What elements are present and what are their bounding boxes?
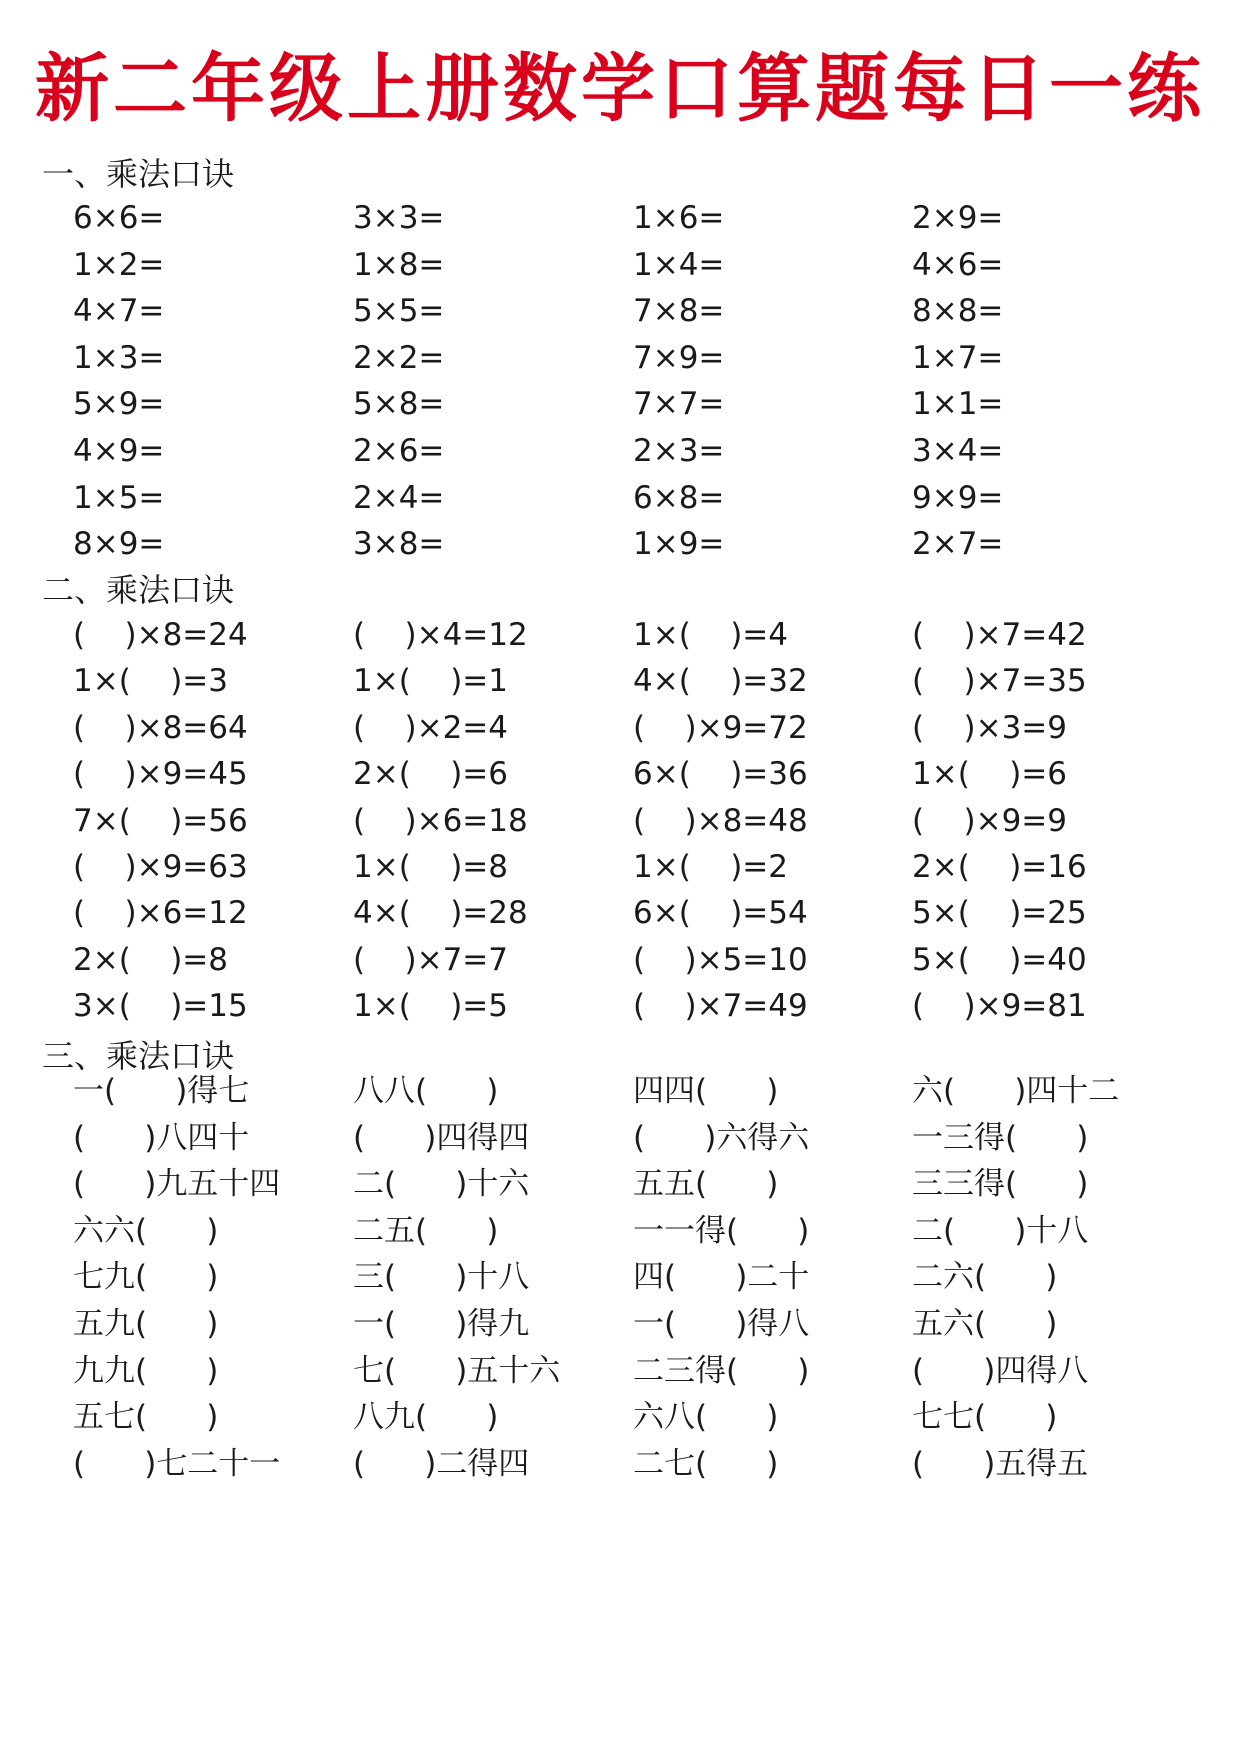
problem-item: 六八( ) — [633, 1399, 779, 1436]
problem-item: 九九( ) — [73, 1352, 219, 1389]
problem-item: 五九( ) — [73, 1306, 219, 1342]
problem-item: 四四( ) — [633, 1073, 779, 1109]
problem-item: 2×( )=8 — [73, 941, 228, 978]
problem-item: 4×( )=32 — [633, 663, 808, 700]
problem-item: 6×( )=36 — [633, 756, 808, 793]
problem-item: 三三得( ) — [912, 1166, 1089, 1203]
problem-item: 1×6= — [633, 200, 725, 236]
problem-item: 1×9= — [633, 526, 725, 563]
problem-item: ( )×9=63 — [73, 849, 248, 885]
problem-item: 1×5= — [73, 479, 165, 516]
problem-item: ( )×8=64 — [73, 709, 248, 746]
problem-item: 3×4= — [912, 433, 1004, 469]
problem-item: ( )×8=48 — [633, 802, 808, 839]
problem-item: 一三得( ) — [912, 1119, 1089, 1156]
problem-row — [0, 246, 1240, 302]
problem-item: ( )×7=35 — [912, 663, 1087, 700]
problem-item: 3×8= — [353, 526, 445, 563]
problem-item: 2×7= — [912, 526, 1004, 563]
problem-item: 五七( ) — [73, 1399, 219, 1436]
problem-row — [0, 988, 1240, 1043]
problem-item: 五六( ) — [912, 1306, 1058, 1342]
problem-item: 5×8= — [353, 386, 445, 423]
problem-item: 六六( ) — [73, 1212, 219, 1249]
problem-item: 一( )得九 — [353, 1306, 530, 1342]
section-heading: 三、乘法口诀 — [42, 1037, 235, 1075]
problem-item: ( )五得五 — [912, 1445, 1089, 1482]
problem-item: ( )八四十 — [73, 1119, 250, 1156]
problem-item: 1×( )=5 — [353, 988, 508, 1025]
problem-item: ( )×9=9 — [912, 802, 1067, 839]
problem-item: ( )九五十四 — [73, 1166, 281, 1203]
problem-item: 七九( ) — [73, 1259, 219, 1296]
problem-row — [0, 293, 1240, 348]
problem-item: 6×8= — [633, 479, 725, 516]
problem-item: 三( )十八 — [353, 1259, 530, 1296]
problem-item: 1×( )=6 — [912, 756, 1067, 793]
problem-row — [0, 433, 1240, 488]
problem-item: ( )×9=81 — [912, 988, 1087, 1025]
problem-item: 1×2= — [73, 246, 165, 283]
problem-item: 6×6= — [73, 200, 165, 236]
problem-item: 一一得( ) — [633, 1212, 810, 1249]
problem-item: ( )×9=45 — [73, 756, 248, 793]
problem-item: 7×7= — [633, 386, 725, 423]
problem-item: 1×( )=2 — [633, 849, 788, 885]
problem-item: 9×9= — [912, 479, 1004, 516]
problem-item: 二七( ) — [633, 1445, 779, 1482]
problem-item: 4×( )=28 — [353, 895, 528, 932]
problem-item: 1×3= — [73, 339, 165, 376]
problem-row — [0, 386, 1240, 441]
problem-item: ( )七二十一 — [73, 1445, 281, 1482]
problem-item: 四( )二十 — [633, 1259, 810, 1296]
problem-item: ( )六得六 — [633, 1119, 810, 1156]
problem-item: 6×( )=54 — [633, 895, 808, 932]
problem-item: 5×( )=25 — [912, 895, 1087, 932]
problem-item: 一( )得八 — [633, 1306, 810, 1342]
problem-item: ( )×4=12 — [353, 617, 528, 653]
problem-item: 8×8= — [912, 293, 1004, 330]
problem-item: 3×( )=15 — [73, 988, 248, 1025]
problem-item: 1×4= — [633, 246, 725, 283]
section-heading: 一、乘法口诀 — [42, 155, 235, 193]
problem-item: 2×2= — [353, 339, 445, 376]
problem-item: 2×9= — [912, 200, 1004, 236]
problem-item: ( )×7=49 — [633, 988, 808, 1025]
problem-item: 4×7= — [73, 293, 165, 330]
problem-item: 二( )十六 — [353, 1166, 530, 1203]
problem-item: 1×( )=4 — [633, 617, 788, 653]
problem-item: 2×3= — [633, 433, 725, 469]
problem-row — [0, 200, 1240, 255]
problem-item: 二六( ) — [912, 1259, 1058, 1296]
problem-item: ( )×6=18 — [353, 802, 528, 839]
problem-item: 7×8= — [633, 293, 725, 330]
problem-item: ( )×6=12 — [73, 895, 248, 932]
problem-item: 七( )五十六 — [353, 1352, 561, 1389]
problem-item: 1×( )=8 — [353, 849, 508, 885]
problem-item: 2×4= — [353, 479, 445, 516]
problem-item: 七七( ) — [912, 1399, 1058, 1436]
problem-item: ( )×8=24 — [73, 617, 248, 653]
problem-item: 5×5= — [353, 293, 445, 330]
problem-row — [0, 339, 1240, 395]
problem-item: 八八( ) — [353, 1073, 499, 1109]
problem-item: 4×6= — [912, 246, 1004, 283]
problem-item: 7×( )=56 — [73, 802, 248, 839]
problem-item: ( )四得八 — [912, 1352, 1089, 1389]
problem-item: 二三得( ) — [633, 1352, 810, 1389]
section-heading: 二、乘法口诀 — [42, 571, 235, 609]
problem-item: 7×9= — [633, 339, 725, 376]
problem-item: 六( )四十二 — [912, 1073, 1120, 1109]
problem-item: ( )×2=4 — [353, 709, 508, 746]
problem-item: 1×( )=3 — [73, 663, 228, 700]
problem-item: 3×3= — [353, 200, 445, 236]
problem-item: 5×9= — [73, 386, 165, 423]
problem-row — [0, 479, 1240, 535]
problem-item: 一( )得七 — [73, 1073, 250, 1109]
problem-item: 二五( ) — [353, 1212, 499, 1249]
problem-item: 4×9= — [73, 433, 165, 469]
problem-item: 1×8= — [353, 246, 445, 283]
problem-item: 8×9= — [73, 526, 165, 563]
problem-item: 1×( )=1 — [353, 663, 508, 700]
problem-item: 1×1= — [912, 386, 1004, 423]
problem-item: 2×6= — [353, 433, 445, 469]
problem-item: 5×( )=40 — [912, 941, 1087, 978]
problem-item: ( )×3=9 — [912, 709, 1067, 746]
page-title: 新二年级上册数学口算题每日一练 — [35, 46, 1205, 132]
problem-item: 2×( )=16 — [912, 849, 1087, 885]
problem-item: ( )二得四 — [353, 1445, 530, 1482]
problem-row — [0, 1445, 1240, 1501]
problem-item: 2×( )=6 — [353, 756, 508, 793]
problem-item: ( )×7=7 — [353, 941, 508, 978]
problem-item: ( )×9=72 — [633, 709, 808, 746]
problem-item: 二( )十八 — [912, 1212, 1089, 1249]
problem-item: ( )×7=42 — [912, 617, 1087, 653]
problem-item: 五五( ) — [633, 1166, 779, 1203]
problem-item: ( )四得四 — [353, 1119, 530, 1156]
problem-item: 八九( ) — [353, 1399, 499, 1436]
problem-item: ( )×5=10 — [633, 941, 808, 978]
problem-item: 1×7= — [912, 339, 1004, 376]
